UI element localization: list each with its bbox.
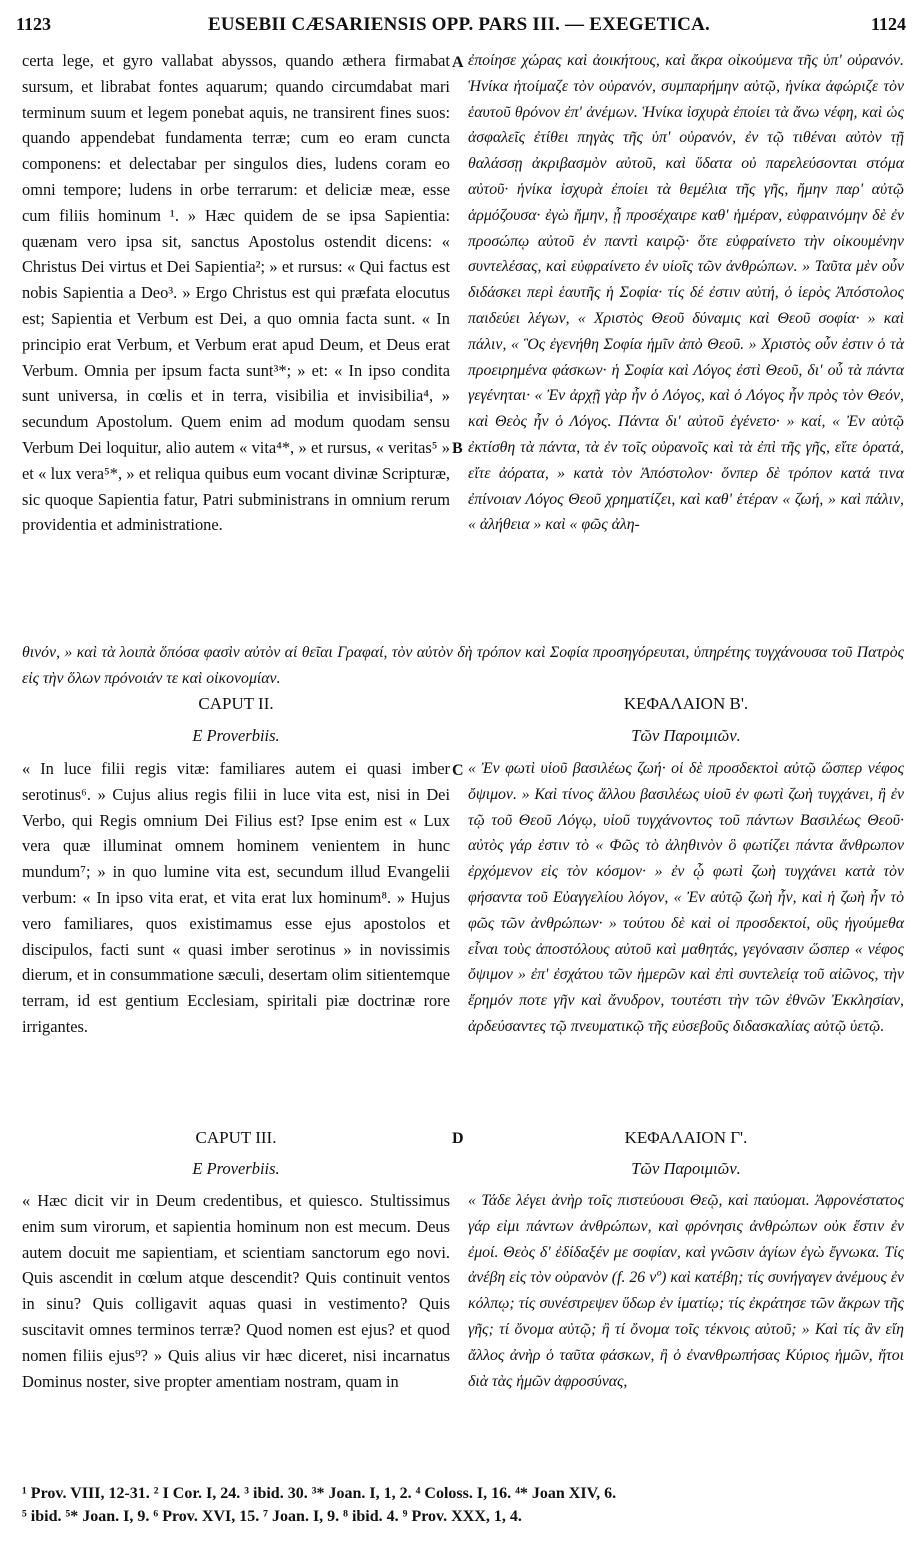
kephalaion-g-subtitle: Τῶν Παροιμιῶν. bbox=[631, 1159, 741, 1178]
greek-column-section-1 bbox=[468, 48, 904, 538]
kephalaion-g-heading: ΚΕΦΑΛΑΙΟΝ Γ'. bbox=[624, 1128, 748, 1147]
latin-paragraph: « In luce filii regis vitæ: familiares autem ei quasi imber serotinus⁶. » Cujus alius regis filii in luce vita est, nisi in Dei Verbo, qui Regis omnium Dei Filius est? Ipse enim est « Lux vera quæ illuminat omnem hominem venientem in hunc mundum⁷; » in quo lumine vita est, secundum illud Evangelii verbum: « In ipso vita erat, et vita erat lux hominum⁸. » Hujus vero familiares, quos existimamus esse ejus apostolos et discipulos, facti sunt « quasi imber serotinus » in novissimis dierum, et in consummatione sæculi, desertam olim sitientemque terram, id est gentium Ecclesiam, spiritali piæ doctrinæ rore irrigantes. bbox=[22, 759, 450, 1036]
greek-paragraph: « Τάδε λέγει ἀνὴρ τοῖς πιστεύουσι Θεῷ, καὶ παύομαι. Ἀφρονέστατος γάρ εἰμι πάντων ἀνθρώπων, καὶ φρόνησις ἀνθρώπων οὐκ ἔστιν ἐν ἐμοί. Θεὸς δ' ἐδίδαξέν με σοφίαν, καὶ γνῶσιν ἁγίων ἐγὼ ἔγνωκα. Τίς ἀνέβη εἰς τὸν οὐρανὸν (f. 26 vº) καὶ κατέβη; τίς συνήγαγεν ἀνέμους ἐν κόλπῳ; τίς συνέστρεψεν ὕδωρ ἐν ἱματίῳ; τίς ἐκράτησε τῶν ἄκρων τῆς γῆς; τί ὄνομα αὐτῷ; ἢ τί ὄνομα τοῖς τέκνοις αὐτοῦ; » Καὶ τίς ἂν εἴη ἄλλος ἀνὴρ ὁ ταῦτα φάσκων, ἢ ὁ ἐνανθρωπήσας Κύριος ἡμῶν, ἤτοι διὰ τὰς ἡμῶν ἀφροσύνας, bbox=[468, 1192, 904, 1390]
caput-iii-heading: CAPUT III. bbox=[195, 1128, 277, 1147]
footnote-line: ¹ Prov. VIII, 12-31. ² I Cor. I, 24. ³ ibid. 30. ³* Joan. I, 1, 2. ⁴ Coloss. I, 16. ⁴* Joan XIV, 6. bbox=[22, 1485, 617, 1502]
kephalaion-b-heading: ΚΕΦΑΛΑΙΟΝ Β'. bbox=[623, 694, 749, 713]
kephalaion-b-subtitle: Τῶν Παροιμιῶν. bbox=[631, 726, 741, 745]
latin-paragraph: certa lege, et gyro vallabat abyssos, quando æthera firmabat sursum, et librabat fontes aquarum; quando circumdabat mari terminum suum et legem ponebat aquis, ne transirent fines suos: quando appendebat fundamenta terræ; cum eo eram cuncta componens: et delectabar per singulos dies, ludens coram eo omni tempore; ludens in orbe terrarum: et deliciæ meæ, esse cum filiis hominum ¹. » Hæc quidem de se ipsa Sapientia: quænam vero ipsa sit, sanctus Apostolus ostendit dicens: « Christus Dei virtus et Dei Sapientia²; » et rursus: « Qui factus est nobis Sapientia a Deo³. » Ergo Christus est qui præfata elocutus est; Sapientia et Verbum est Dei, a quo omnia facta sunt. « In principio erat Verbum, et Verbum erat apud Deum, et Deus erat Verbum. Omnia per ipsum facta sunt³*; » et: « In ipso condita sunt universa, in cœlis et in terra, visibilia et invisibilia⁴, » secundum Apostolum. Quem enim ad modum quodam sensu Verbum Dei loquitur, alio autem « vita⁴*, » et rursus, « veritas⁵ » et « lux vera⁵*, » et reliqua quibus eum vocant divinæ Scripturæ, sic quoque Sapientia fatur, Patri subministrans in omnium rerum providentia et administratione. bbox=[22, 51, 450, 535]
margin-marker-a: A bbox=[452, 54, 464, 71]
page-number-right: 1124 bbox=[870, 14, 906, 34]
footnotes bbox=[22, 1482, 904, 1528]
running-header bbox=[0, 14, 918, 44]
greek-column-section-2 bbox=[468, 756, 904, 1040]
latin-column-section-1 bbox=[22, 48, 450, 538]
latin-column-section-2 bbox=[22, 756, 450, 1040]
margin-marker-c: C bbox=[452, 762, 464, 779]
latin-paragraph: « Hæc dicit vir in Deum credentibus, et quiesco. Stultissimus enim sum virorum, et sapientia hominum non est mecum. Deus autem docuit me sapientiam, et scientiam sanctorum ego novi. Quis ascendit in cœlum atque descendit? Quis continuit ventos in sinu? Quis colligavit aquas quasi in vestimento? Quis suscitavit omnes terminos terræ? Quod nomen est ejus? et quod nomen filiis ejus⁹? » Quis alius vir hæc diceret, nisi incarnatus Dominus noster, sive propter amentiam nostram, quam in bbox=[22, 1191, 450, 1391]
greek-continuation-text: θινόν, » καὶ τὰ λοιπὰ ὅπόσα φασὶν αὐτὸν αἱ θεῖαι Γραφαί, τὸν αὐτὸν δὴ τρόπον καὶ Σοφία προσηγόρευται, ὑπηρέτης τυγχάνουσα τοῦ Πατρὸς εἰς τὴν ὅλων πρόνοιάν τε καὶ οἰκονομίαν. bbox=[22, 644, 904, 687]
greek-column-section-3 bbox=[468, 1188, 904, 1394]
running-head-title: EUSEBII CÆSARIENSIS OPP. PARS III. — EXEGETICA. bbox=[208, 14, 710, 35]
caput-ii-subtitle: E Proverbiis. bbox=[192, 726, 280, 745]
greek-paragraph: « Ἐν φωτὶ υἱοῦ βασιλέως ζωή· οἱ δὲ προσδεκτοὶ αὐτῷ ὥσπερ νέφος ὄψιμον. » Καὶ τίνος ἄλλου βασιλέως υἱοῦ ἐν φωτὶ ζωὴ τυγχάνει, ἢ ἐν τῷ τοῦ Θεοῦ Λόγῳ, υἱοῦ τυγχάνοντος τοῦ πάντων Βασιλέως Θεοῦ· αὐτὸς γάρ ἐστιν τὸ « Φῶς τὸ ἀληθινὸν ὃ φωτίζει πάντα ἄνθρωπον ἐρχόμενον εἰς τὸν κόσμον· » ἐν ᾧ φωτὶ ζωὴ τυγχάνει κατὰ τὸν φήσαντα τοῦ Εὐαγγελίου λόγον, « Ἐν αὐτῷ ζωὴ ἦν, καὶ ἡ ζωὴ ἦν τὸ φῶς τῶν ἀνθρώπων· » τούτου δὲ καὶ οἱ προσδεκτοί, οὓς ἡγούμεθα εἶναι τοὺς ἀποστόλους αὐτοῦ καὶ μαθητάς, γεγόνασιν ὥσπερ « νέφος ὄψιμον » ἐπ' ἐσχάτου τῶν ἡμερῶν καὶ ἐπὶ συντελείᾳ τοῦ αἰῶνος, τὴν ἔρημόν ποτε γῆν καὶ ἄνυδρον, τουτέστι τὴν τῶν ἐθνῶν Ἐκκλησίαν, ἀρδεύσαντες τῷ πνευματικῷ τῆς εὐσεβοῦς διδασκαλίας αὐτῷ ὑετῷ. bbox=[468, 760, 904, 1035]
caput-ii-heading: CAPUT II. bbox=[198, 694, 274, 713]
margin-marker-d: D bbox=[452, 1130, 464, 1147]
latin-column-section-3 bbox=[22, 1188, 450, 1394]
greek-paragraph: ἐποίησε χώρας καὶ ἀοικήτους, καὶ ἄκρα οἰκούμενα τῆς ὑπ' οὐρανόν. Ἡνίκα ἡτοίμαζε τὸν οὐρανόν, συμπαρήμην αὐτῷ, ἡνίκα ἀφώριζε τὸν ἑαυτοῦ θρόνον ἐπ' ἀνέμων. Ἡνίκα ἰσχυρὰ ἐποίει τὰ ἄνω νέφη, καὶ ὡς ἀσφαλεῖς ἐτίθει πηγὰς τῆς ὑπ' οὐρανόν, ἐν τῷ τιθέναι αὐτὸν τῇ θαλάσσῃ ἀκριβασμὸν αὐτοῦ, καὶ ὕδατα οὐ παρελεύσονται στόμα αὐτοῦ· ἡνίκα ἰσχυρὰ ἐποίει τὰ θεμέλια τῆς γῆς, ἤμην παρ' αὐτῷ ἁρμόζουσα· ἐγὼ ἤμην, ᾗ προσέχαιρε καθ' ἡμέραν, εὐφραινόμην δὲ ἐν προσώπῳ αὐτοῦ ἐν παντὶ καιρῷ· ὅτε εὐφραίνετο τὴν οἰκουμένην συντελέσας, καὶ εὐφραίνετο ἐν υἱοῖς τῶν ἀνθρώπων. » Ταῦτα μὲν οὖν διδάσκει περὶ ἑαυτῆς ἡ Σοφία· τίς δέ ἐστιν αὐτή, ὁ ἱερὸς Ἀπόστολος παιδεύει λέγων, « Χριστὸς Θεοῦ δύναμις καὶ Θεοῦ σοφία· » καὶ πάλιν, « Ὃς ἐγενήθη Σοφία ἡμῖν ἀπὸ Θεοῦ. » Χριστὸς οὖν ἐστιν ὁ τὰ προειρημένα φάσκων· ἡ Σοφία καὶ Λόγος ἐστὶ Θεοῦ, δι' οὗ τὰ πάντα γεγένηται· « Ἐν ἀρχῇ γὰρ ἦν ὁ Λόγος, καὶ ὁ Λόγος ἦν πρὸς τὸν Θεόν, καὶ Θεὸς ἦν ὁ Λόγος. Πάντα δι' αὐτοῦ ἐγένετο· » καί, « Ἐν αὐτῷ ἐκτίσθη τὰ πάντα, τὰ ἐν τοῖς οὐρανοῖς καὶ τὰ ἐπὶ τῆς γῆς, εἴτε ὁρατά, εἴτε ἀόρατα, » κατὰ τὸν Ἀπόστολον· ὅνπερ δὲ τρόπον κατά τινα ἐπίνοιαν Λόγος Θεοῦ χρηματίζει, καὶ καθ' ἑτέραν « ζωή, » καὶ πάλιν, « ἀλήθεια » καὶ « φῶς ἀλη- bbox=[468, 52, 904, 534]
margin-marker-b: B bbox=[452, 440, 463, 457]
footnote-line: ⁵ ibid. ⁵* Joan. I, 9. ⁶ Prov. XVI, 15. ⁷ Joan. I, 9. ⁸ ibid. 4. ⁹ Prov. XXX, 1, 4. bbox=[22, 1508, 522, 1525]
page-number-left: 1123 bbox=[16, 14, 52, 34]
greek-full-width-continuation bbox=[22, 640, 904, 692]
caput-iii-subtitle: E Proverbiis. bbox=[192, 1159, 280, 1178]
